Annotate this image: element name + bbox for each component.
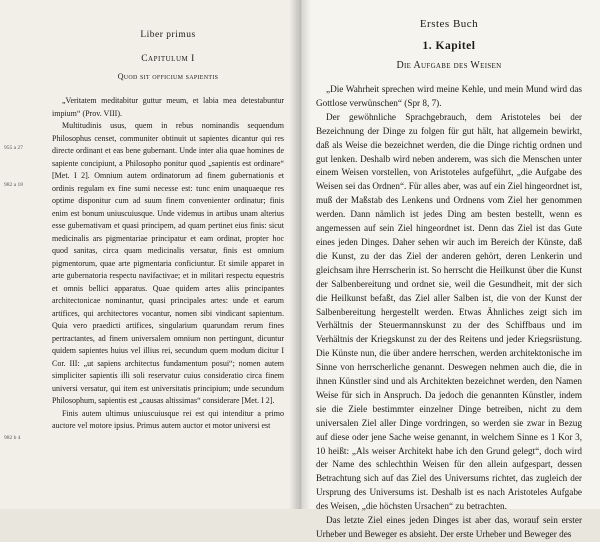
paragraph: Multitudinis usus, quem in rebus nominandis sequendum Philosophus censet, communiter obtinuit ut sapientes dicantur qui res directe ordinant et eas bene gubernant. Unde inter alia quae homines de sapiente concipiunt, a Philosopho ponitur quod „sapientis est ordinare“ [Met. I 2]. Omnium autem ordinatorum ad finem gubernationis et ordinis regulam ex fine sumi necesse est: tunc enim unaquaeque res optime disponitur cum ad suum finem convenienter ordinatur; finis enim est bonum uniuscuiusque. Unde videmus in artibus unam alterius esse gubernativam et quasi principem, ad quam pertinet eius finis: sicut medicinalis ars pigmentariae principatur et eam ordinat, propter hoc quod sanitas, circa quam medicinalis versatur, finis est omnium pigmentorum, quae arte pigmentaria conficiuntur. Et simile apparet in arte gubernatoria respectu navifactivae; et in militari respectu equestris et omnis bellici apparatus. Quae quidem artes aliis principantes architectonicae nominantur, quasi principales artes: unde et earum artifices, qui architectores vocantur, nomen sibi vindicant sapientum. Quia vero praedicti artifices, singularium quarundam rerum fines pertractantes, ad finem universalem omnium non pertingunt, dicuntur quidem sapientes huius vel illius rei, secundum quem modum dicitur I Cor. III: „ut sapiens architectus fundamentum posui“; nomen autem simpliciter sapientis illi soli reservatur cuius consideratio circa finem universi versatur, qui item est universitatis principium; unde secundum Philosophum, sapientis est „causas altissimas“ considerare [Met. I 2]. <box>52 121 284 405</box>
chapter-title: Die Aufgabe des Weisen <box>396 60 502 71</box>
margin-note: 955 a 27 <box>4 145 23 151</box>
margin-note: 982 a 18 <box>4 182 23 188</box>
paragraph: „Veritatem meditabitur guttur meum, et labia mea detestabuntur impium“ (Prov. VIII). <box>52 96 284 118</box>
body-text <box>316 83 582 542</box>
running-head: Erstes Buch <box>419 18 479 30</box>
left-page <box>0 0 298 509</box>
chapter-title: Quod sit officium sapientis <box>117 72 219 81</box>
chapter-heading: Capitulum I <box>141 54 195 64</box>
margin-note: 982 b 4 <box>4 435 21 441</box>
body-text <box>52 95 284 433</box>
paragraph: Finis autem ultimus uniuscuiusque rei est qui intenditur a primo auctore vel motore ipsius. Primus autem auctor et motor universi est <box>52 408 284 430</box>
running-head: Liber primus <box>140 30 196 40</box>
right-page <box>298 0 600 539</box>
chapter-heading: 1. Kapitel <box>422 40 476 52</box>
paragraph: „Die Wahrheit sprechen wird meine Kehle, und mein Mund wird das Gottlose verwünschen“ (Spr 8, 7). <box>316 84 582 108</box>
paragraph: Das letzte Ziel eines jeden Dinges ist aber das, worauf sein erster Urheber und Beweger es absieht. Der erste Urheber und Beweger des <box>316 515 582 539</box>
paragraph: Der gewöhnliche Sprachgebrauch, dem Aristoteles bei der Bezeichnung der Dinge zu folgen für gut hält, hat allgemein bewirkt, daß als Weise die bezeichnet werden, die die Dinge richtig ordnen und gut lenken. Deshalb wird neben anderem, was sich die Menschen unter einem Weisen vorstellen, von Aristoteles aufgeführt, „die Aufgabe des Weisen sei das Ordnen“. Für alles aber, was auf ein Ziel hingeordnet ist, muß der Maßstab des Lenkens und Ordnens vom Ziel her genommen werden. Dann nämlich ist jedes Ding am besten bestellt, wenn es angemessen auf sein Ziel hingeordnet ist. Denn das Ziel ist das Gute eines jeden Dinges. Daher sehen wir auch im Bereich der Künste, daß die Kunst, zu der das Ziel der anderen gehört, deren Lenkerin und gleichsam ihre Herrscherin ist. So herrscht die Heilkunst über die Kunst der Salbenbereitung und ordnet sie, weil die Gesundheit, mit der sich die Heilkunst befaßt, das Ziel aller Salben ist, die von der Kunst der Salbenbereitung hergestellt werden. Etwas Ähnliches zeigt sich im Verhältnis der Steuermannskunst zu der des Schiffbaus und im Verhältnis der Kriegskunst zu der des Reitens und jeder Kriegsrüstung. Die Künste nun, die über andere herrschen, werden architektonische im Sinne von herrscherliche genannt. Deswegen nehmen auch die, die in ihnen Künstler sind und als Architekten bezeichnet werden, den Namen Weise für sich in Anspruch. Da jedoch die genannten Künstler, indem sie die Ziele bestimmter einzelner Dinge betreiben, nicht zu dem universalen Ziel aller Dinge vordringen, so werden sie zwar in Bezug auf diese oder jene Sache weise genannt, in welchem Sinne es 1 Kor 3, 10 heißt: „Als weiser Architekt habe ich den Grund gelegt“, doch wird der Name des schlechthin Weisen für den allein aufgespart, dessen Betrachtung sich auf das Ziel des Universums richtet, das zugleich der Ursprung des Universums ist. Deshalb ist es nach Aristoteles Aufgabe des Weisen, „die höchsten Ursachen“ zu betrachten. <box>316 111 582 512</box>
